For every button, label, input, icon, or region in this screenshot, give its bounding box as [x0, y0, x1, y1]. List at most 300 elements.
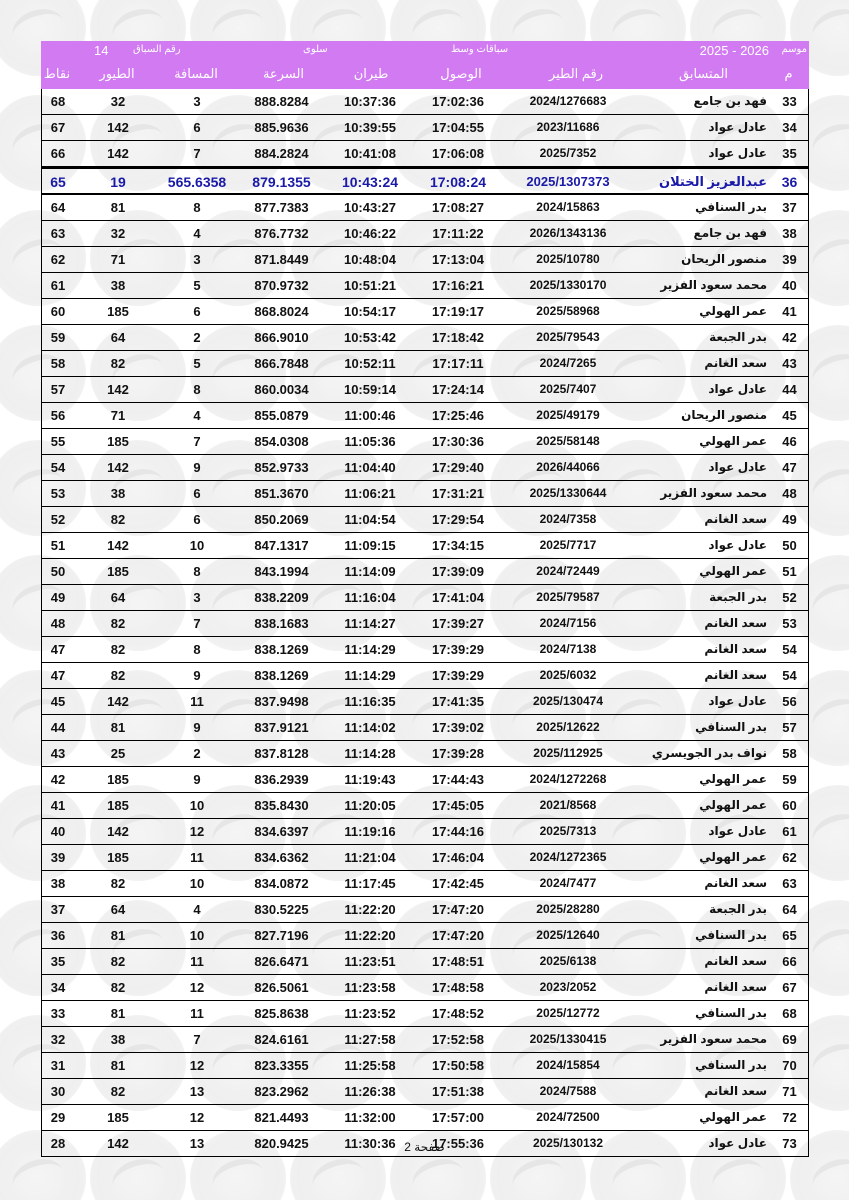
cell-name: عمر الهولي: [699, 434, 767, 448]
cell-speed: 879.1355: [252, 174, 311, 190]
header-info-bar: [41, 44, 809, 62]
table-row: [42, 715, 808, 741]
cell-arrival: 17:39:29: [431, 668, 485, 683]
cell-points: 40: [50, 824, 66, 839]
table-row: [42, 819, 808, 845]
cell-ring: 2025/112925: [533, 746, 603, 760]
cell-m: 34: [782, 120, 797, 135]
cell-birds: 82: [110, 616, 126, 631]
cell-arrival: 17:02:36: [431, 94, 485, 109]
cell-departure: 11:09:15: [344, 538, 396, 553]
cell-distance: 12: [189, 1058, 205, 1073]
cell-distance: 11: [190, 1006, 204, 1021]
cell-name: منصور الريحان: [681, 408, 767, 422]
cell-speed: 850.2069: [254, 512, 309, 527]
cell-ring: 2025/12622: [536, 720, 600, 734]
cell-birds: 32: [110, 226, 126, 241]
table-row: [42, 897, 808, 923]
cell-points: 66: [50, 146, 66, 161]
cell-birds: 185: [107, 304, 129, 319]
cell-birds: 185: [107, 798, 129, 813]
page-number: صفحة 2: [404, 1140, 445, 1154]
cell-ring: 2025/49179: [536, 408, 600, 422]
cell-distance: 11: [190, 694, 204, 709]
cell-distance: 12: [189, 824, 205, 839]
cell-ring: 2025/12772: [536, 1006, 600, 1020]
table-row: [42, 455, 808, 481]
cell-m: 66: [782, 954, 797, 969]
cell-departure: 10:39:55: [343, 120, 397, 135]
cell-name: سعد الغانم: [704, 356, 767, 370]
cell-birds: 82: [110, 980, 126, 995]
cell-departure: 11:16:04: [344, 590, 396, 605]
cell-speed: 838.1269: [254, 668, 309, 683]
cell-points: 64: [50, 200, 66, 215]
season-value: 2025 - 2026: [699, 43, 769, 58]
cell-points: 37: [50, 902, 66, 917]
cell-ring: 2021/8568: [539, 798, 597, 812]
table-row: [42, 247, 808, 273]
col-header-speed: السرعة: [262, 66, 305, 81]
cell-m: 69: [782, 1032, 797, 1047]
cell-m: 41: [782, 304, 797, 319]
cell-m: 70: [782, 1058, 797, 1073]
cell-distance: 6: [193, 120, 201, 135]
cell-ring: 2025/130132: [532, 1136, 604, 1150]
cell-departure: 11:30:36: [344, 1136, 396, 1151]
cell-points: 34: [50, 980, 66, 995]
cell-arrival: 17:16:21: [431, 278, 485, 293]
cell-speed: 837.9498: [254, 694, 309, 709]
cell-points: 47: [50, 642, 66, 657]
cell-name: سعد الغانم: [704, 512, 767, 526]
cell-m: 35: [782, 146, 797, 161]
cell-ring: 2024/7156: [539, 616, 597, 630]
cell-ring: 2024/7358: [539, 512, 597, 526]
cell-name: بدر الجبعة: [709, 590, 767, 604]
cell-m: 60: [782, 798, 797, 813]
cell-points: 43: [50, 746, 66, 761]
cell-name: بدر الجبعة: [709, 330, 767, 344]
cell-speed: 830.5225: [254, 902, 309, 917]
cell-ring: 2025/12640: [536, 928, 600, 942]
cell-m: 40: [782, 278, 797, 293]
cell-ring: 2024/72500: [536, 1110, 600, 1124]
cell-distance: 7: [193, 616, 201, 631]
cell-ring: 2025/1330415: [529, 1032, 607, 1046]
cell-distance: 9: [193, 460, 201, 475]
cell-distance: 8: [193, 564, 201, 579]
cell-arrival: 17:24:14: [431, 382, 485, 397]
cell-m: 42: [782, 330, 797, 345]
cell-name: عبدالعزيز الختلان: [658, 174, 767, 189]
cell-points: 44: [50, 720, 66, 735]
cell-departure: 10:46:22: [343, 226, 397, 241]
cell-birds: 81: [110, 1006, 126, 1021]
cell-departure: 11:14:09: [344, 564, 396, 579]
cell-arrival: 17:47:20: [431, 902, 485, 917]
cell-points: 28: [50, 1136, 66, 1151]
cell-birds: 142: [107, 1136, 129, 1151]
cell-departure: 11:23:58: [344, 980, 396, 995]
table-row: [42, 403, 808, 429]
cell-m: 51: [782, 564, 797, 579]
cell-speed: 884.2824: [254, 146, 309, 161]
cell-arrival: 17:55:36: [431, 1136, 485, 1151]
cell-departure: 11:19:16: [344, 824, 396, 839]
cell-m: 52: [782, 590, 797, 605]
cell-m: 65: [782, 928, 797, 943]
cell-distance: 9: [193, 772, 201, 787]
table-row: [42, 949, 808, 975]
table-row: [42, 845, 808, 871]
cell-birds: 32: [110, 94, 126, 109]
cell-speed: 838.1683: [254, 616, 309, 631]
table-row: [42, 481, 808, 507]
cell-ring: 2023/2052: [539, 980, 597, 994]
cell-departure: 11:27:58: [344, 1032, 396, 1047]
table-row: [42, 871, 808, 897]
cell-distance: 9: [193, 668, 201, 683]
col-header-points: نقاط: [43, 66, 71, 81]
cell-departure: 11:21:04: [344, 850, 396, 865]
cell-arrival: 17:30:36: [431, 434, 485, 449]
cell-m: 33: [782, 94, 797, 109]
location: سلوى: [303, 44, 328, 55]
cell-departure: 11:14:28: [344, 746, 396, 761]
cell-distance: 2: [193, 746, 201, 761]
cell-arrival: 17:41:04: [431, 590, 485, 605]
cell-name: عمر الهولي: [699, 304, 767, 318]
cell-m: 37: [782, 200, 797, 215]
cell-name: محمد سعود الفزير: [660, 486, 767, 500]
cell-birds: 142: [107, 460, 129, 475]
table-row: [42, 559, 808, 585]
cell-speed: 836.2939: [254, 772, 309, 787]
cell-ring: 2025/79587: [536, 590, 600, 604]
col-header-birds: الطيور: [99, 66, 135, 81]
cell-distance: 3: [193, 252, 201, 267]
cell-birds: 38: [110, 278, 126, 293]
cell-m: 57: [782, 720, 797, 735]
table-row: [42, 1053, 808, 1079]
cell-distance: 2: [193, 330, 201, 345]
cell-departure: 11:26:38: [344, 1084, 396, 1099]
cell-m: 72: [782, 1110, 797, 1125]
cell-departure: 10:43:24: [341, 174, 399, 190]
cell-arrival: 17:29:40: [431, 460, 485, 475]
cell-arrival: 17:39:29: [431, 642, 485, 657]
cell-departure: 11:04:54: [344, 512, 396, 527]
cell-arrival: 17:47:20: [431, 928, 485, 943]
cell-m: 59: [782, 772, 797, 787]
cell-speed: 838.1269: [254, 642, 309, 657]
cell-departure: 11:14:02: [344, 720, 396, 735]
cell-name: عمر الهولي: [699, 564, 767, 578]
results-sheet: [41, 41, 809, 1157]
cell-speed: 827.7196: [254, 928, 309, 943]
table-row: [42, 1105, 808, 1131]
cell-speed: 826.5061: [254, 980, 309, 995]
cell-arrival: 17:42:45: [431, 876, 485, 891]
cell-birds: 64: [110, 330, 126, 345]
cell-speed: 866.7848: [254, 356, 309, 371]
cell-distance: 3: [193, 590, 201, 605]
cell-m: 63: [782, 876, 797, 891]
cell-name: سعد الغانم: [704, 642, 767, 656]
cell-arrival: 17:48:51: [431, 954, 485, 969]
cell-departure: 10:59:14: [343, 382, 397, 397]
race-number: 14: [94, 43, 109, 58]
cell-m: 49: [782, 512, 797, 527]
cell-name: محمد سعود الفزير: [660, 278, 767, 292]
cell-m: 47: [782, 460, 797, 475]
cell-m: 56: [782, 694, 797, 709]
cell-name: عادل عواد: [708, 382, 767, 396]
cell-arrival: 17:19:17: [431, 304, 485, 319]
cell-name: بدر السنافي: [695, 200, 767, 214]
cell-points: 59: [50, 330, 66, 345]
cell-points: 53: [50, 486, 66, 501]
cell-birds: 82: [110, 642, 126, 657]
table-row: [42, 89, 808, 115]
cell-name: عادل عواد: [708, 824, 767, 838]
cell-points: 54: [50, 460, 66, 475]
cell-birds: 185: [107, 564, 129, 579]
cell-speed: 866.9010: [254, 330, 309, 345]
cell-departure: 10:48:04: [343, 252, 397, 267]
cell-arrival: 17:44:43: [431, 772, 485, 787]
cell-points: 41: [50, 798, 66, 813]
cell-departure: 11:00:46: [344, 408, 396, 423]
cell-ring: 2024/1272365: [529, 850, 607, 864]
cell-speed: 821.4493: [254, 1110, 309, 1125]
cell-speed: 826.6471: [254, 954, 309, 969]
cell-birds: 81: [110, 720, 126, 735]
cell-ring: 2025/1330170: [529, 278, 607, 292]
table-row: [42, 1001, 808, 1027]
cell-speed: 834.6397: [254, 824, 309, 839]
cell-ring: 2025/58968: [536, 304, 600, 318]
cell-arrival: 17:39:27: [431, 616, 485, 631]
table-row: [42, 273, 808, 299]
cell-speed: 824.6161: [254, 1032, 309, 1047]
cell-birds: 142: [107, 146, 129, 161]
cell-distance: 13: [189, 1084, 205, 1099]
cell-m: 44: [782, 382, 797, 397]
cell-birds: 81: [110, 1058, 126, 1073]
cell-m: 68: [782, 1006, 797, 1021]
cell-birds: 142: [107, 120, 129, 135]
cell-arrival: 17:31:21: [431, 486, 485, 501]
cell-arrival: 17:46:04: [431, 850, 485, 865]
table-row: [42, 377, 808, 403]
cell-departure: 11:05:36: [344, 434, 396, 449]
cell-name: سعد الغانم: [704, 1084, 767, 1098]
cell-points: 29: [50, 1110, 66, 1125]
cell-distance: 11: [190, 954, 204, 969]
table-row: [42, 923, 808, 949]
cell-points: 61: [50, 278, 66, 293]
cell-ring: 2025/58148: [536, 434, 600, 448]
cell-points: 56: [50, 408, 66, 423]
cell-speed: 870.9732: [254, 278, 309, 293]
cell-speed: 834.0872: [254, 876, 309, 891]
table-row: [42, 325, 808, 351]
results-table-body: [41, 89, 809, 1157]
table-row: [42, 689, 808, 715]
cell-ring: 2026/44066: [536, 460, 600, 474]
cell-points: 30: [50, 1084, 66, 1099]
cell-name: عادل عواد: [708, 694, 767, 708]
cell-ring: 2024/1272268: [529, 772, 607, 786]
cell-ring: 2024/7588: [539, 1084, 597, 1098]
table-row: [42, 741, 808, 767]
cell-birds: 142: [107, 538, 129, 553]
cell-speed: 847.1317: [254, 538, 309, 553]
cell-birds: 185: [107, 434, 129, 449]
cell-birds: 25: [110, 746, 126, 761]
col-header-arrival: الوصول: [440, 66, 482, 81]
cell-ring: 2025/1330644: [529, 486, 607, 500]
cell-distance: 10: [189, 798, 205, 813]
cell-birds: 82: [110, 356, 126, 371]
cell-arrival: 17:39:28: [431, 746, 485, 761]
cell-name: فهد بن جامع: [693, 94, 767, 108]
cell-m: 54: [782, 642, 797, 657]
cell-name: عمر الهولي: [699, 1110, 767, 1124]
table-row: [42, 221, 808, 247]
race-type: سباقات وسط: [451, 44, 509, 55]
table-row: [42, 115, 808, 141]
cell-m: 46: [782, 434, 797, 449]
cell-departure: 11:14:27: [344, 616, 396, 631]
cell-birds: 64: [110, 902, 126, 917]
cell-name: عادل عواد: [708, 146, 767, 160]
cell-speed: 820.9425: [254, 1136, 309, 1151]
cell-speed: 855.0879: [254, 408, 309, 423]
cell-arrival: 17:44:16: [431, 824, 485, 839]
cell-departure: 11:25:58: [344, 1058, 396, 1073]
cell-arrival: 17:39:02: [431, 720, 485, 735]
cell-points: 68: [50, 94, 66, 109]
cell-birds: 82: [110, 954, 126, 969]
table-row-highlighted: [42, 167, 808, 195]
cell-departure: 11:17:45: [344, 876, 396, 891]
cell-name: محمد سعود الفزير: [660, 1032, 767, 1046]
cell-points: 31: [50, 1058, 66, 1073]
cell-points: 32: [50, 1032, 66, 1047]
cell-distance: 4: [193, 226, 201, 241]
cell-ring: 2024/7138: [539, 642, 597, 656]
cell-departure: 11:16:35: [344, 694, 396, 709]
cell-points: 49: [50, 590, 66, 605]
cell-points: 42: [50, 772, 66, 787]
cell-arrival: 17:17:11: [432, 356, 484, 371]
cell-name: سعد الغانم: [704, 616, 767, 630]
cell-distance: 9: [193, 720, 201, 735]
cell-speed: 854.0308: [254, 434, 309, 449]
cell-name: بدر السنافي: [695, 928, 767, 942]
cell-m: 50: [782, 538, 797, 553]
cell-arrival: 17:41:35: [431, 694, 485, 709]
col-header-m: م: [784, 66, 793, 81]
cell-points: 67: [50, 120, 66, 135]
cell-arrival: 17:39:09: [431, 564, 485, 579]
cell-points: 65: [50, 174, 66, 190]
cell-name: عادل عواد: [708, 1136, 767, 1150]
cell-arrival: 17:48:58: [431, 980, 485, 995]
cell-birds: 142: [107, 694, 129, 709]
cell-points: 55: [50, 434, 66, 449]
table-row: [42, 767, 808, 793]
cell-distance: 8: [193, 200, 201, 215]
cell-ring: 2024/15863: [536, 200, 600, 214]
cell-arrival: 17:57:00: [431, 1110, 485, 1125]
cell-distance: 565.6358: [167, 174, 227, 190]
cell-arrival: 17:34:15: [431, 538, 485, 553]
table-row: [42, 533, 808, 559]
cell-speed: 888.8284: [254, 94, 309, 109]
cell-distance: 6: [193, 512, 201, 527]
cell-departure: 10:41:08: [343, 146, 397, 161]
cell-birds: 64: [110, 590, 126, 605]
cell-m: 43: [782, 356, 797, 371]
cell-speed: 837.8128: [254, 746, 309, 761]
cell-distance: 5: [193, 278, 201, 293]
cell-points: 58: [50, 356, 66, 371]
table-row: [42, 1079, 808, 1105]
cell-speed: 868.8024: [254, 304, 309, 319]
cell-departure: 11:04:40: [344, 460, 396, 475]
cell-ring: 2026/1343136: [529, 226, 607, 240]
cell-departure: 11:32:00: [344, 1110, 396, 1125]
cell-m: 39: [782, 252, 797, 267]
cell-departure: 11:20:05: [344, 798, 396, 813]
cell-ring: 2025/6138: [539, 954, 597, 968]
cell-birds: 185: [107, 1110, 129, 1125]
cell-name: عادل عواد: [708, 120, 767, 134]
cell-m: 38: [782, 226, 797, 241]
cell-ring: 2025/10780: [536, 252, 600, 266]
cell-name: عمر الهولي: [699, 772, 767, 786]
table-row: [42, 611, 808, 637]
table-row: [42, 1027, 808, 1053]
col-header-distance: المسافة: [174, 66, 218, 81]
cell-ring: 2025/1307373: [526, 174, 610, 189]
cell-m: 61: [782, 824, 797, 839]
cell-ring: 2025/130474: [532, 694, 604, 708]
cell-birds: 82: [110, 1084, 126, 1099]
table-row: [42, 141, 808, 167]
cell-speed: 843.1994: [254, 564, 309, 579]
cell-departure: 11:23:51: [344, 954, 396, 969]
cell-m: 58: [782, 746, 797, 761]
cell-speed: 837.9121: [254, 720, 309, 735]
cell-points: 50: [50, 564, 66, 579]
cell-speed: 871.8449: [254, 252, 309, 267]
cell-ring: 2023/11686: [536, 120, 600, 134]
cell-name: منصور الريحان: [681, 252, 767, 266]
cell-ring: 2025/28280: [536, 902, 600, 916]
cell-points: 62: [50, 252, 66, 267]
cell-m: 53: [782, 616, 797, 631]
cell-departure: 10:51:21: [343, 278, 397, 293]
cell-ring: 2024/72449: [536, 564, 600, 578]
cell-departure: 11:23:52: [344, 1006, 396, 1021]
cell-arrival: 17:18:42: [431, 330, 485, 345]
cell-points: 63: [50, 226, 66, 241]
